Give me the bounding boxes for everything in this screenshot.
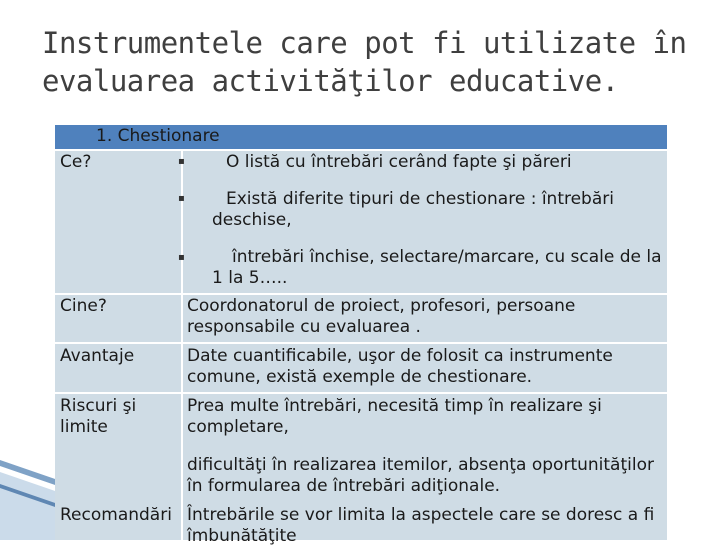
row-divider — [55, 342, 667, 344]
riscuri-text-2: dificultăţi în realizarea itemilor, absenţa oportunităţilor în formularea de întrebări adiţionale. — [187, 455, 654, 496]
slide-title: Instrumentele care pot fi utilizate în evaluarea activităţilor educative. — [42, 26, 687, 98]
table-header: 1. Chestionare — [96, 126, 220, 146]
recomandari-text: Întrebările se vor limita la aspectele care se doresc a fi îmbunătăţite — [187, 505, 655, 546]
riscuri-text-1: Prea multe întrebări, necesită timp în realizare şi completare, — [187, 396, 602, 437]
row-divider — [55, 149, 667, 151]
row-label-riscuri: Riscuri şi limite — [60, 396, 137, 437]
row-divider — [55, 293, 667, 295]
column-divider — [181, 150, 183, 540]
row-label-cine: Cine? — [60, 296, 107, 316]
row-label-recomandari: Recomandări — [60, 505, 172, 525]
bullet-icon: ▪ — [178, 252, 185, 263]
avantaje-text: Date cuantificabile, uşor de folosit ca instrumente comune, există exemple de chestionare. — [187, 346, 613, 387]
bullet-icon: ▪ — [178, 156, 185, 167]
row-label-avantaje: Avantaje — [60, 346, 135, 366]
ce-item-3: întrebări închise, selectare/marcare, cu scale de la 1 la 5….. — [212, 247, 662, 288]
decorative-stripes — [0, 440, 58, 540]
ce-item-1: O listă cu întrebări cerând fapte şi păreri — [226, 152, 572, 172]
ce-item-2: Există diferite tipuri de chestionare : întrebări deschise, — [212, 189, 614, 230]
row-label-ce: Ce? — [60, 152, 92, 172]
row-divider — [55, 392, 667, 394]
cine-text: Coordonatorul de proiect, profesori, persoane responsabile cu evaluarea . — [187, 296, 576, 337]
bullet-icon: ▪ — [178, 193, 185, 204]
